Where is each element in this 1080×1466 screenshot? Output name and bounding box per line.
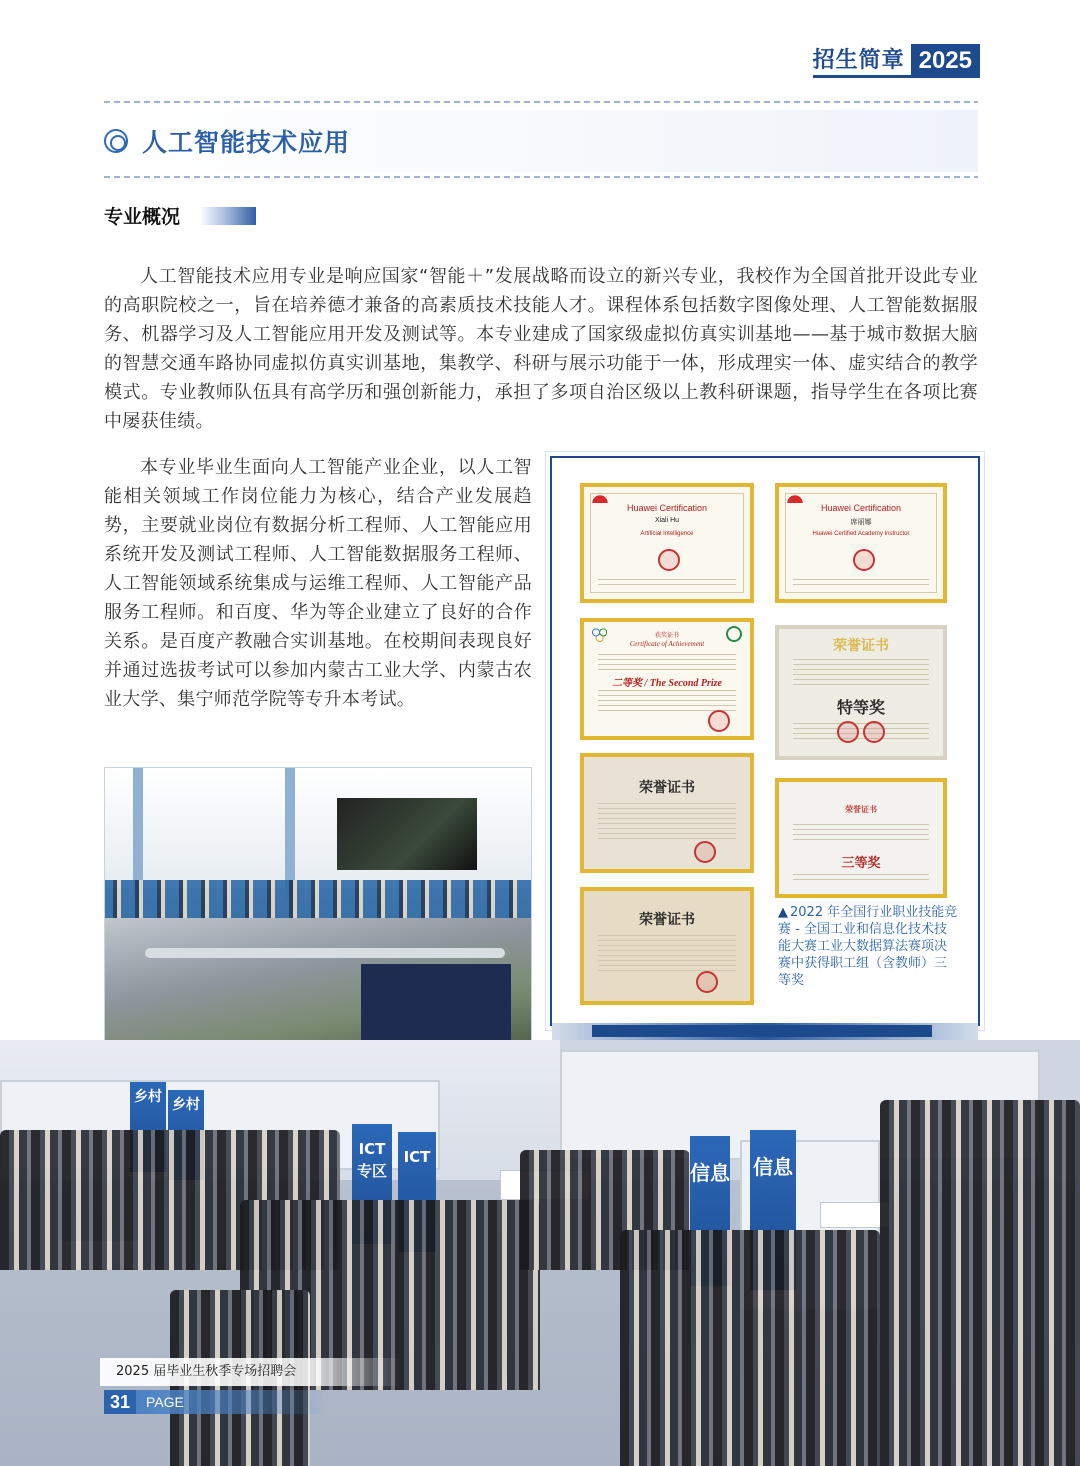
target-circle-icon xyxy=(104,129,128,153)
booth-sign-text: 乡村 xyxy=(134,1089,162,1105)
section-heading xyxy=(104,110,978,172)
booth-sign-text: 专区 xyxy=(356,1162,387,1180)
certificate-fine-print xyxy=(598,654,736,670)
certificate-fine-print xyxy=(598,803,736,839)
certificate-title: Huawei Certification xyxy=(626,503,708,513)
seal-icon xyxy=(853,549,875,571)
certificate-honor-2 xyxy=(580,887,754,1005)
page-footer xyxy=(104,1390,326,1414)
certificate-title: 荣誉证书 xyxy=(639,912,695,928)
certificate-prize: 二等奖 / The Second Prize xyxy=(612,678,722,689)
huawei-logo-icon xyxy=(787,493,803,503)
caption-text: 2022 年全国行业职业技能竞赛 - 全国工业和信息化技术技能大赛工业大数据算法赛项决赛中获得职工组（含教师）三等奖 xyxy=(778,905,958,988)
certificates-caption xyxy=(778,904,958,989)
triangle-marker-icon: ▲ xyxy=(778,905,788,920)
booth-sign-text: 信息 xyxy=(753,1155,793,1179)
booth-sign-text: 乡村 xyxy=(172,1097,200,1113)
certificate-prize: 特等奖 xyxy=(836,698,885,717)
header-brand xyxy=(813,44,980,78)
training-lab-photo xyxy=(104,767,532,1051)
certificate-third-prize xyxy=(775,778,947,898)
seal-icon xyxy=(708,710,730,732)
job-fair-caption: 2025 届毕业生秋季专场招聘会 xyxy=(100,1358,400,1386)
certificate-honor-1 xyxy=(580,753,754,873)
booth-sign-text: ICT xyxy=(358,1140,386,1158)
model-track xyxy=(145,948,505,958)
certificate-subject: Artificial Intelligence xyxy=(640,531,694,537)
certificate-prize: 三等奖 xyxy=(841,856,881,871)
booth-sign-text: 信息 xyxy=(690,1161,730,1185)
certificate-title: 获奖证书 xyxy=(654,632,679,639)
top-dashed-divider xyxy=(104,101,978,103)
certificate-title: 荣誉证书 xyxy=(639,780,695,796)
seal-icon xyxy=(694,841,716,863)
overview-paragraph-2: 本专业毕业生面向人工智能产业企业，以人工智能相关领域工作岗位能力为核心，结合产业发展趋势，主要就业岗位有数据分析工程师、人工智能应用系统开发及测试工程师、人工智能数据服务工程师、人工智能领域系统集成与运维工程师、人工智能产品服务工程师。和百度、华为等企业建立了良好的合作关系。是百度产教融合实训基地。在校期间表现良好并通过选拔考试可以参加内蒙古工业大学、内蒙古农业大学、集宁师范学院等专升本考试。 xyxy=(104,457,532,710)
certificate-fine-print xyxy=(598,935,736,971)
page-number: 31 xyxy=(104,1390,136,1414)
page-word: PAGE xyxy=(136,1390,326,1414)
crowd xyxy=(880,1100,1080,1466)
certificate-fine-print xyxy=(793,659,929,685)
certificate-special-prize xyxy=(775,625,947,760)
certificate-subtitle: Certificate of Achievement xyxy=(629,640,705,648)
certificate-fine-print xyxy=(598,579,736,589)
certificate-holder: Xiali Hu xyxy=(654,517,680,524)
certificate-title: 荣誉证书 xyxy=(833,638,889,654)
crowd xyxy=(620,1230,880,1466)
certificate-fine-print xyxy=(793,579,929,589)
lab-pillar xyxy=(133,768,143,898)
brochure-title: 招生简章 xyxy=(813,44,911,78)
booth-sign-text: ICT xyxy=(403,1148,431,1166)
certificate-fine-print xyxy=(793,874,929,884)
certificate-huawei-2 xyxy=(775,483,947,603)
overview-heading-text: 专业概况 xyxy=(104,206,181,228)
certificate-huawei-1 xyxy=(580,483,754,603)
certificate-holder: 席丽娜 xyxy=(850,519,872,526)
seal-icon xyxy=(863,721,885,743)
certificate-fine-print xyxy=(598,690,736,712)
heading-gradient-bar xyxy=(200,207,256,225)
certificate-subject: Huawei Certified Academy Instructor xyxy=(812,531,910,537)
overview-heading xyxy=(104,202,256,229)
display-stand-step xyxy=(592,1025,932,1037)
certificate-fine-print xyxy=(793,723,929,741)
overview-paragraph-1: 人工智能技术应用专业是响应国家“智能＋”发展战略而设立的新兴专业，我校作为全国首批开设此专业的高职院校之一，旨在培养德才兼备的高素质技术技能人才。课程体系包括数字图像处理、人工智能数据服务、机器学习及人工智能应用开发及测试等。本专业建成了国家级虚拟仿真实训基地——基于城市数据大脑的智慧交通车路协同虚拟仿真实训基地，集教学、科研与展示功能于一体，形成理实一体、虚实结合的教学模式。专业教师队伍具有高学历和强创新能力，承担了多项自治区级以上教科研课题，指导学生在各项比赛中屡获佳绩。 xyxy=(104,266,978,432)
certificate-achievement xyxy=(580,618,754,740)
seal-icon xyxy=(696,971,718,993)
lab-pillar xyxy=(285,768,295,898)
section-title: 人工智能技术应用 xyxy=(142,128,351,157)
bottom-dashed-divider xyxy=(104,176,978,178)
seal-icon xyxy=(658,549,680,571)
seal-icon xyxy=(837,721,859,743)
huawei-logo-icon xyxy=(592,493,608,503)
display-panel xyxy=(361,964,511,1051)
brochure-year: 2025 xyxy=(911,44,980,78)
students-group xyxy=(105,880,531,920)
certificate-title: 荣誉证书 xyxy=(845,804,877,814)
certificate-title: Huawei Certification xyxy=(820,503,902,513)
certificate-fine-print xyxy=(793,824,929,840)
lab-display-screen xyxy=(337,798,477,870)
